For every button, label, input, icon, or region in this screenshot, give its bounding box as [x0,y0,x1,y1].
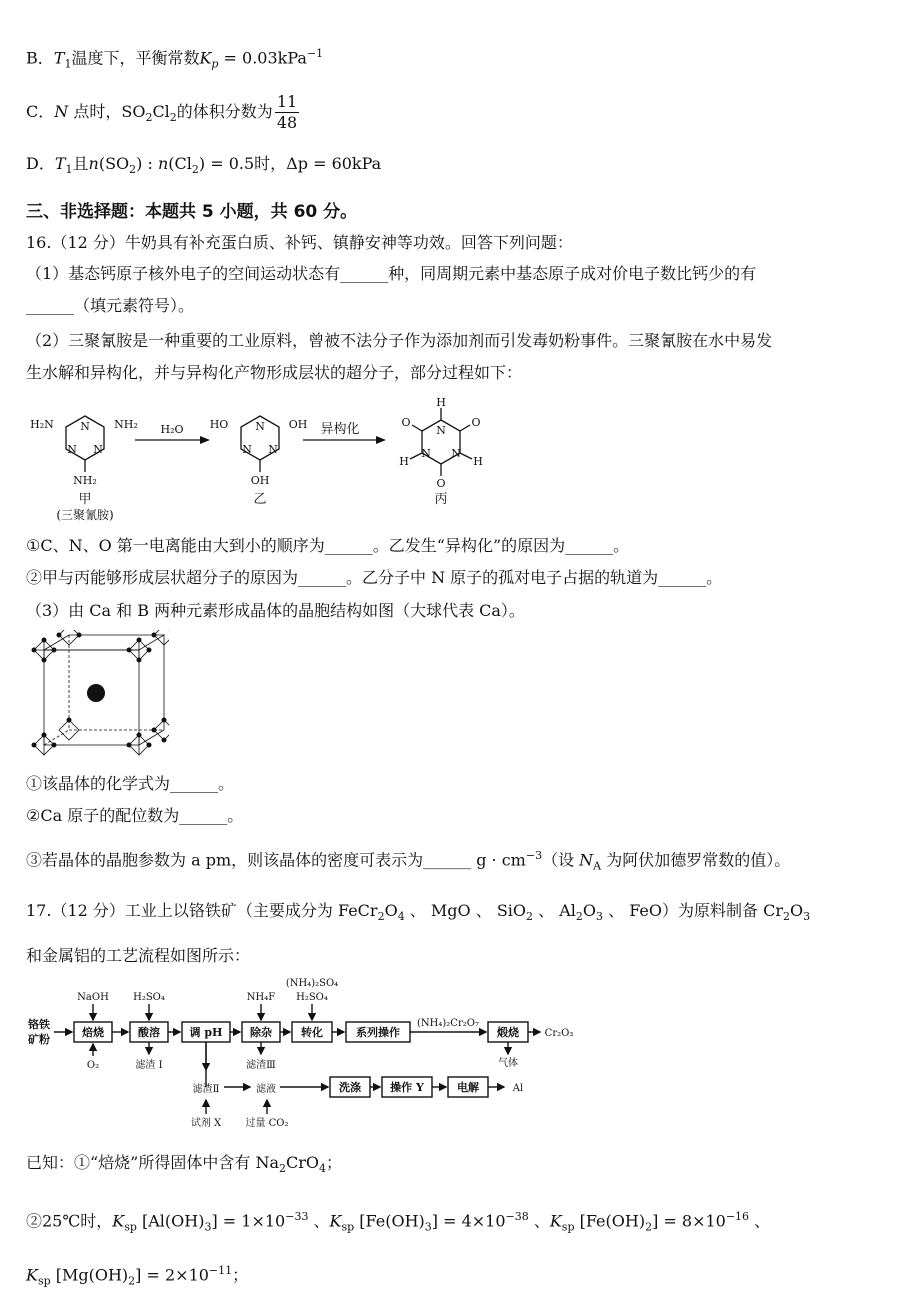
amino-right-label: NH₂ [114,418,138,431]
option-c: C．N 点时，$SO_2Cl_2$的体积分数为 $\frac{11}{48}$ [26,92,298,132]
svg-text:过量 CO₂: 过量 CO₂ [245,1118,289,1129]
svg-text:H: H [436,396,446,409]
svg-text:气体: 气体 [498,1058,518,1069]
hydroxyl-bottom-label: OH [250,474,270,487]
svg-text:滤渣Ⅱ: 滤渣Ⅱ [192,1084,220,1095]
option-b: B．$T_1$温度下，平衡常数$K_p = 0.03kPa^{-1}$ [26,47,324,71]
svg-text:N: N [451,447,461,460]
q17-intro-2: 和金属铝的工艺流程如图所示： [26,946,251,965]
compound-jia-note: (三聚氰胺) [56,508,114,522]
crystal-cell-figure [24,630,169,760]
step-acid: 酸溶 [138,1026,160,1039]
svg-text:H: H [399,455,409,468]
step-electrolysis: 电解 [457,1081,479,1094]
svg-text:Cr₂O₃: Cr₂O₃ [544,1028,574,1039]
svg-text:N: N [436,424,446,437]
svg-text:试剂 X: 试剂 X [190,1118,222,1129]
amino-bottom-label: NH₂ [73,474,97,487]
q16-2-1: ①C、N、O 第一电离能由大到小的顺序为______。乙发生“异构化”的原因为______。 [26,536,630,555]
svg-text:N: N [67,443,77,456]
q16-2-2: ②甲与丙能够形成层状超分子的原因为______。乙分子中 N 原子的孤对电子占据的轨道为______。 [26,568,723,587]
section-heading: 三、非选择题：本题共 5 小题，共 60 分。 [26,202,358,222]
q16-3-3: ③若晶体的晶胞参数为 a pm，则该晶体的密度可表示为______ $g \cdot cm^{-3}$（设 $N_A$ 为阿伏加德罗常数的值）。 [26,849,791,873]
option-d: D．$T_1$且$n(SO_2)$ : $n(Cl_2) = 0.5$时，Δp = 60kPa [26,154,382,177]
arrow1-label: H₂O [160,423,184,436]
svg-text:H₂SO₄: H₂SO₄ [133,992,165,1003]
svg-text:(NH₄)₂Cr₂O₇: (NH₄)₂Cr₂O₇ [417,1018,479,1029]
step-series: 系列操作 [356,1026,400,1039]
svg-text:Al: Al [512,1083,524,1094]
amino-left-label: H₂N [30,418,54,431]
step-purify: 除杂 [250,1026,272,1039]
fraction: $\frac{11}{48}$ [276,92,298,132]
step-convert: 转化 [301,1026,323,1039]
hydroxyl-right-label: OH [288,418,308,431]
svg-text:N: N [255,420,265,433]
svg-text:H₂SO₄: H₂SO₄ [296,992,328,1003]
svg-text:N: N [93,443,103,456]
step-calcine: 煅烧 [497,1026,519,1039]
q16-part2-line1: （2）三聚氰胺是一种重要的工业原料，曾被不法分子作为添加剂而引发毒奶粉事件。三聚氰胺在水中易发 [26,331,773,350]
svg-text:N: N [242,443,252,456]
q16-3-2: ②Ca 原子的配位数为______。 [26,806,244,825]
step-roast: 焙烧 [82,1026,104,1039]
svg-text:NaOH: NaOH [77,992,109,1003]
svg-text:N: N [80,420,90,433]
compound-yi-label: 乙 [253,492,267,507]
svg-text:N: N [421,447,431,460]
step-ph: 调 pH [189,1026,223,1039]
q16-part2-line2: 生水解和异构化，并与异构化产物形成层状的超分子，部分过程如下： [26,363,523,382]
svg-text:O: O [436,477,446,490]
svg-text:O: O [401,416,411,429]
svg-text:滤液: 滤液 [256,1084,276,1095]
svg-text:矿粉: 矿粉 [28,1033,50,1046]
svg-text:N: N [268,443,278,456]
calcium-atom [87,684,105,702]
q17-known-2b: $K_{sp}$ $[Mg(OH)_2] = 2\times 10^{-11}$； [26,1264,249,1288]
svg-text:O: O [471,416,481,429]
process-flowchart [24,974,584,1134]
step-wash: 洗涤 [339,1081,361,1094]
svg-text:O₂: O₂ [86,1060,100,1071]
step-op-y: 操作 Y [390,1081,424,1094]
q16-part1-line1: （1）基态钙原子核外电子的空间运动状态有______种，同周期元素中基态原子成对价电子数比钙少的有 [26,264,757,283]
q16-3-1: ①该晶体的化学式为______。 [26,774,235,793]
arrow2-label: 异构化 [320,422,360,437]
compound-jia-label: 甲 [78,492,92,507]
svg-text:滤渣 I: 滤渣 I [135,1060,163,1071]
svg-text:H: H [473,455,483,468]
compound-bing-label: 丙 [434,492,448,507]
q16-part3: （3）由 Ca 和 B 两种元素形成晶体的晶胞结构如图（大球代表 Ca）。 [26,601,525,620]
svg-text:NH₄F: NH₄F [246,992,276,1003]
q16-part1-line2: ______（填元素符号）。 [26,296,195,315]
hydroxyl-left-label: HO [209,418,229,431]
q16-intro: 16.（12 分）牛奶具有补充蛋白质、补钙、镇静安神等功效。回答下列问题： [26,233,573,252]
q17-known-1: 已知：①“焙烧”所得固体中含有 $Na_2CrO_4$； [26,1153,343,1176]
svg-text:(NH₄)₂SO₄: (NH₄)₂SO₄ [285,978,339,989]
svg-text:铬铁: 铬铁 [28,1018,50,1031]
q17-intro: 17.（12 分）工业上以铬铁矿（主要成分为 $FeCr_2O_4$ 、 MgO 、 SiO$_2$ 、 $Al_2O_3$ 、 FeO）为原料制备 $Cr_2O_3$ [26,901,811,924]
svg-text:滤渣Ⅲ: 滤渣Ⅲ [246,1060,276,1071]
reaction-scheme [20,396,490,524]
q17-known-2: ②25℃时，$K_{sp}$ $[Al(OH)_3] = 1\times 10^{-33}$ 、$K_{sp}$ $[Fe(OH)_3] = 4\times 10^{-38}$ 、$K_{sp}$ $[Fe(OH)_2] = 8\times 10^{-16}$ 、 [26,1210,771,1234]
